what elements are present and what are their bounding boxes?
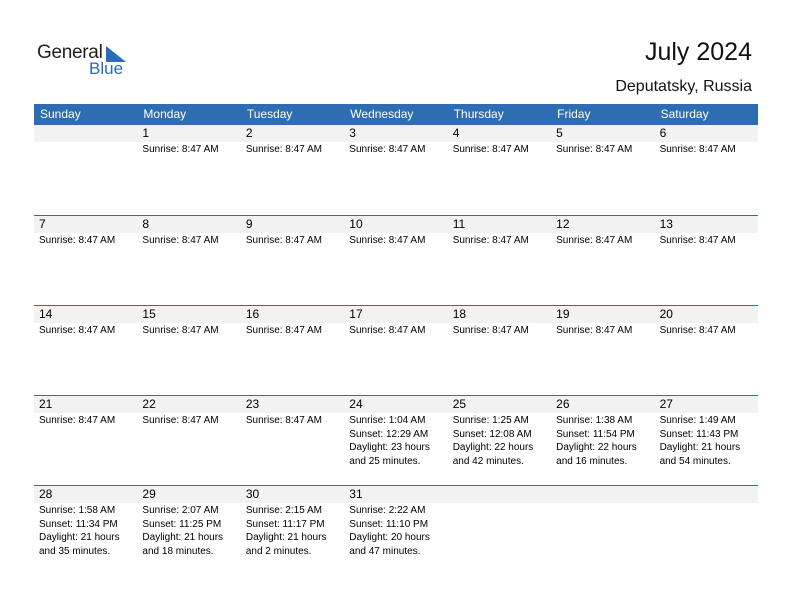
day-info bbox=[34, 233, 137, 248]
day-bar bbox=[551, 306, 654, 323]
day-number: 13 bbox=[659, 217, 673, 231]
day-number: 6 bbox=[659, 126, 667, 140]
day-info-line: Sunrise: 1:04 AM bbox=[349, 415, 426, 426]
day-cell bbox=[137, 306, 240, 395]
day-info-line: Daylight: 21 hours bbox=[659, 442, 741, 453]
day-info-line: Sunrise: 2:07 AM bbox=[142, 505, 219, 516]
day-info-line: Sunrise: 8:47 AM bbox=[349, 235, 426, 246]
day-cell bbox=[241, 125, 344, 215]
day-cell bbox=[551, 306, 654, 395]
day-bar bbox=[448, 216, 551, 233]
day-info bbox=[34, 323, 137, 338]
day-info-line: Sunset: 12:08 AM bbox=[452, 428, 532, 440]
day-info-line: and 25 minutes. bbox=[349, 455, 421, 467]
day-info bbox=[344, 323, 447, 338]
day-cell bbox=[655, 396, 758, 485]
day-cell bbox=[655, 216, 758, 305]
day-info-line: and 42 minutes. bbox=[452, 455, 524, 467]
day-cell bbox=[344, 125, 447, 215]
day-cell bbox=[344, 396, 447, 485]
day-bar bbox=[241, 216, 344, 233]
location-subtitle: Deputatsky, Russia bbox=[615, 78, 752, 95]
day-info bbox=[241, 142, 344, 157]
calendar-weeks bbox=[34, 125, 758, 575]
day-bar bbox=[34, 125, 137, 142]
day-info-line: Daylight: 20 hours bbox=[349, 532, 430, 543]
day-number: 29 bbox=[142, 487, 156, 501]
day-number: 21 bbox=[39, 397, 53, 411]
weekday-saturday: Saturday bbox=[660, 107, 709, 121]
day-number: 27 bbox=[659, 397, 673, 411]
day-bar bbox=[655, 125, 758, 142]
day-info-line: Sunrise: 1:49 AM bbox=[659, 415, 736, 426]
day-bar bbox=[551, 486, 654, 503]
day-info-line: Sunset: 12:29 AM bbox=[349, 428, 429, 440]
day-info-line: Sunrise: 1:25 AM bbox=[452, 415, 529, 426]
day-bar bbox=[344, 216, 447, 233]
day-bar bbox=[344, 306, 447, 323]
day-number: 10 bbox=[349, 217, 363, 231]
day-cell bbox=[34, 486, 137, 575]
day-number: 8 bbox=[142, 217, 150, 231]
day-info bbox=[551, 142, 654, 157]
day-info bbox=[551, 323, 654, 338]
day-bar bbox=[241, 396, 344, 413]
day-number: 25 bbox=[452, 397, 467, 411]
day-info-line: and 35 minutes. bbox=[39, 545, 111, 557]
day-cell bbox=[344, 486, 447, 575]
weekday-sunday: Sunday bbox=[40, 107, 81, 121]
day-number: 31 bbox=[349, 487, 363, 501]
day-cell bbox=[137, 216, 240, 305]
day-info bbox=[137, 503, 240, 558]
day-info bbox=[551, 413, 654, 468]
day-number: 24 bbox=[349, 397, 363, 411]
day-bar bbox=[344, 396, 447, 413]
day-info-line: Sunrise: 2:15 AM bbox=[245, 505, 322, 516]
day-info bbox=[137, 413, 240, 428]
day-cell bbox=[34, 396, 137, 485]
day-info bbox=[448, 233, 551, 248]
day-info bbox=[34, 503, 137, 558]
day-bar bbox=[34, 306, 137, 323]
day-bar bbox=[448, 306, 551, 323]
day-info-line: Sunrise: 8:47 AM bbox=[349, 144, 426, 155]
day-cell bbox=[448, 125, 551, 215]
day-info-line: Sunrise: 8:47 AM bbox=[659, 235, 736, 246]
day-info-line: Sunrise: 8:47 AM bbox=[142, 325, 219, 336]
day-number: 22 bbox=[142, 397, 156, 411]
day-info-line: Sunrise: 8:47 AM bbox=[142, 235, 219, 246]
day-info-line: Sunrise: 8:47 AM bbox=[452, 235, 529, 246]
day-bar bbox=[551, 216, 654, 233]
day-number: 15 bbox=[142, 307, 156, 321]
day-info-line: and 47 minutes. bbox=[349, 545, 421, 557]
day-info bbox=[655, 233, 758, 248]
day-bar bbox=[34, 396, 137, 413]
day-bar bbox=[655, 216, 758, 233]
day-info-line: Sunrise: 8:47 AM bbox=[556, 235, 633, 246]
day-number: 19 bbox=[556, 307, 570, 321]
day-cell bbox=[34, 216, 137, 305]
day-cell bbox=[241, 306, 344, 395]
day-cell bbox=[551, 396, 654, 485]
day-info bbox=[34, 413, 137, 428]
day-bar bbox=[137, 486, 240, 503]
day-info-line: Sunrise: 8:47 AM bbox=[39, 235, 116, 246]
day-cell bbox=[448, 396, 551, 485]
week-row bbox=[34, 305, 758, 395]
day-info-line: Sunset: 11:10 PM bbox=[349, 518, 429, 530]
day-bar bbox=[241, 486, 344, 503]
day-number: 14 bbox=[39, 307, 53, 321]
day-bar bbox=[137, 306, 240, 323]
day-bar bbox=[655, 306, 758, 323]
day-cell bbox=[655, 306, 758, 395]
day-bar bbox=[137, 125, 240, 142]
day-bar bbox=[241, 125, 344, 142]
day-cell bbox=[137, 486, 240, 575]
day-info bbox=[344, 233, 447, 248]
day-cell bbox=[551, 125, 654, 215]
day-number: 30 bbox=[245, 487, 260, 501]
weekday-tuesday: Tuesday bbox=[246, 107, 293, 121]
day-cell bbox=[34, 306, 137, 395]
day-bar bbox=[34, 216, 137, 233]
weekday-header bbox=[34, 104, 758, 125]
day-info bbox=[241, 323, 344, 338]
day-cell bbox=[655, 125, 758, 215]
logo-blue-text: Blue bbox=[89, 59, 124, 78]
day-info-line: Sunrise: 8:47 AM bbox=[142, 415, 219, 426]
week-row bbox=[34, 485, 758, 575]
weekday-friday: Friday bbox=[557, 107, 591, 121]
week-row bbox=[34, 395, 758, 485]
day-info bbox=[448, 413, 551, 468]
day-info bbox=[551, 233, 654, 248]
day-bar bbox=[344, 486, 447, 503]
day-info-line: Daylight: 22 hours bbox=[556, 442, 637, 453]
day-info bbox=[344, 413, 447, 468]
day-cell bbox=[655, 486, 758, 575]
day-number: 5 bbox=[556, 126, 563, 140]
day-info bbox=[344, 503, 447, 558]
day-cell bbox=[448, 216, 551, 305]
day-bar bbox=[344, 125, 447, 142]
day-info-line: Sunrise: 8:47 AM bbox=[39, 415, 116, 426]
day-info-line: Sunset: 11:43 PM bbox=[659, 428, 739, 440]
day-number: 2 bbox=[245, 126, 253, 140]
day-number: 28 bbox=[39, 487, 53, 501]
day-info-line: Sunrise: 8:47 AM bbox=[452, 144, 529, 155]
day-info-line: Sunrise: 8:47 AM bbox=[659, 325, 736, 336]
day-info bbox=[137, 142, 240, 157]
day-number: 1 bbox=[142, 126, 150, 140]
day-bar bbox=[655, 486, 758, 503]
day-cell bbox=[551, 486, 654, 575]
day-bar bbox=[448, 396, 551, 413]
day-bar bbox=[241, 306, 344, 323]
day-info-line: Sunset: 11:25 PM bbox=[142, 518, 222, 530]
day-info-line: Daylight: 23 hours bbox=[349, 442, 430, 453]
day-cell bbox=[448, 306, 551, 395]
day-cell bbox=[241, 486, 344, 575]
weekday-wednesday: Wednesday bbox=[350, 107, 414, 121]
day-number: 16 bbox=[245, 307, 260, 321]
day-info-line: and 2 minutes. bbox=[245, 545, 312, 557]
day-bar bbox=[137, 216, 240, 233]
calendar bbox=[34, 104, 758, 575]
day-number: 18 bbox=[452, 307, 467, 321]
day-info-line: Daylight: 21 hours bbox=[39, 532, 120, 543]
day-info-line: Sunrise: 8:47 AM bbox=[245, 325, 322, 336]
day-cell bbox=[448, 486, 551, 575]
day-info-line: Sunset: 11:17 PM bbox=[245, 518, 325, 530]
day-info-line: Sunrise: 2:22 AM bbox=[349, 505, 426, 516]
day-cell bbox=[344, 306, 447, 395]
day-info bbox=[655, 323, 758, 338]
day-info-line: Sunrise: 8:47 AM bbox=[452, 325, 529, 336]
day-number: 11 bbox=[452, 217, 466, 231]
page-title: July 2024 bbox=[644, 38, 752, 66]
day-cell bbox=[137, 125, 240, 215]
day-info bbox=[241, 233, 344, 248]
day-info-line: Sunrise: 8:47 AM bbox=[349, 325, 426, 336]
day-info bbox=[137, 233, 240, 248]
day-cell bbox=[34, 125, 137, 215]
day-info-line: Sunset: 11:34 PM bbox=[39, 518, 118, 530]
day-number: 20 bbox=[659, 307, 673, 321]
day-bar bbox=[34, 486, 137, 503]
day-info bbox=[137, 323, 240, 338]
logo-general-text: General bbox=[37, 42, 103, 63]
logo bbox=[37, 42, 137, 82]
day-number: 17 bbox=[349, 307, 363, 321]
week-row bbox=[34, 125, 758, 215]
day-info bbox=[241, 413, 344, 428]
day-info-line: Sunrise: 1:38 AM bbox=[556, 415, 633, 426]
day-number: 3 bbox=[349, 126, 356, 140]
day-cell bbox=[241, 216, 344, 305]
day-info-line: Sunrise: 8:47 AM bbox=[39, 325, 116, 336]
day-info-line: Sunrise: 8:47 AM bbox=[556, 325, 633, 336]
day-number: 9 bbox=[245, 217, 253, 231]
day-info-line: Sunrise: 8:47 AM bbox=[556, 144, 633, 155]
day-number: 23 bbox=[245, 397, 260, 411]
day-info-line: Sunrise: 1:58 AM bbox=[39, 505, 116, 516]
day-bar bbox=[448, 125, 551, 142]
day-info-line: Daylight: 22 hours bbox=[452, 442, 534, 453]
day-cell bbox=[551, 216, 654, 305]
day-cell bbox=[241, 396, 344, 485]
day-info-line: Daylight: 21 hours bbox=[142, 532, 224, 543]
day-bar bbox=[551, 396, 654, 413]
weekday-thursday: Thursday bbox=[453, 107, 504, 121]
day-info bbox=[448, 142, 551, 157]
day-bar bbox=[551, 125, 654, 142]
day-info-line: Sunrise: 8:47 AM bbox=[245, 415, 322, 426]
day-info-line: and 16 minutes. bbox=[556, 455, 628, 467]
day-info bbox=[655, 142, 758, 157]
day-info-line: Sunrise: 8:47 AM bbox=[659, 144, 736, 155]
day-cell bbox=[344, 216, 447, 305]
week-row bbox=[34, 215, 758, 305]
day-bar bbox=[448, 486, 551, 503]
day-bar bbox=[137, 396, 240, 413]
day-info-line: Sunrise: 8:47 AM bbox=[245, 144, 322, 155]
day-info-line: Sunset: 11:54 PM bbox=[556, 428, 635, 440]
day-number: 12 bbox=[556, 217, 570, 231]
day-info-line: Daylight: 21 hours bbox=[245, 532, 327, 543]
day-cell bbox=[137, 396, 240, 485]
day-info-line: Sunrise: 8:47 AM bbox=[245, 235, 322, 246]
day-info bbox=[344, 142, 447, 157]
weekday-monday: Monday bbox=[143, 107, 187, 121]
day-number: 26 bbox=[556, 397, 570, 411]
day-info-line: and 18 minutes. bbox=[142, 545, 214, 557]
day-info bbox=[241, 503, 344, 558]
day-bar bbox=[655, 396, 758, 413]
day-info bbox=[448, 323, 551, 338]
day-info-line: and 54 minutes. bbox=[659, 455, 731, 467]
day-number: 4 bbox=[452, 126, 460, 140]
day-number: 7 bbox=[39, 217, 46, 231]
day-info bbox=[655, 413, 758, 468]
day-info-line: Sunrise: 8:47 AM bbox=[142, 144, 219, 155]
